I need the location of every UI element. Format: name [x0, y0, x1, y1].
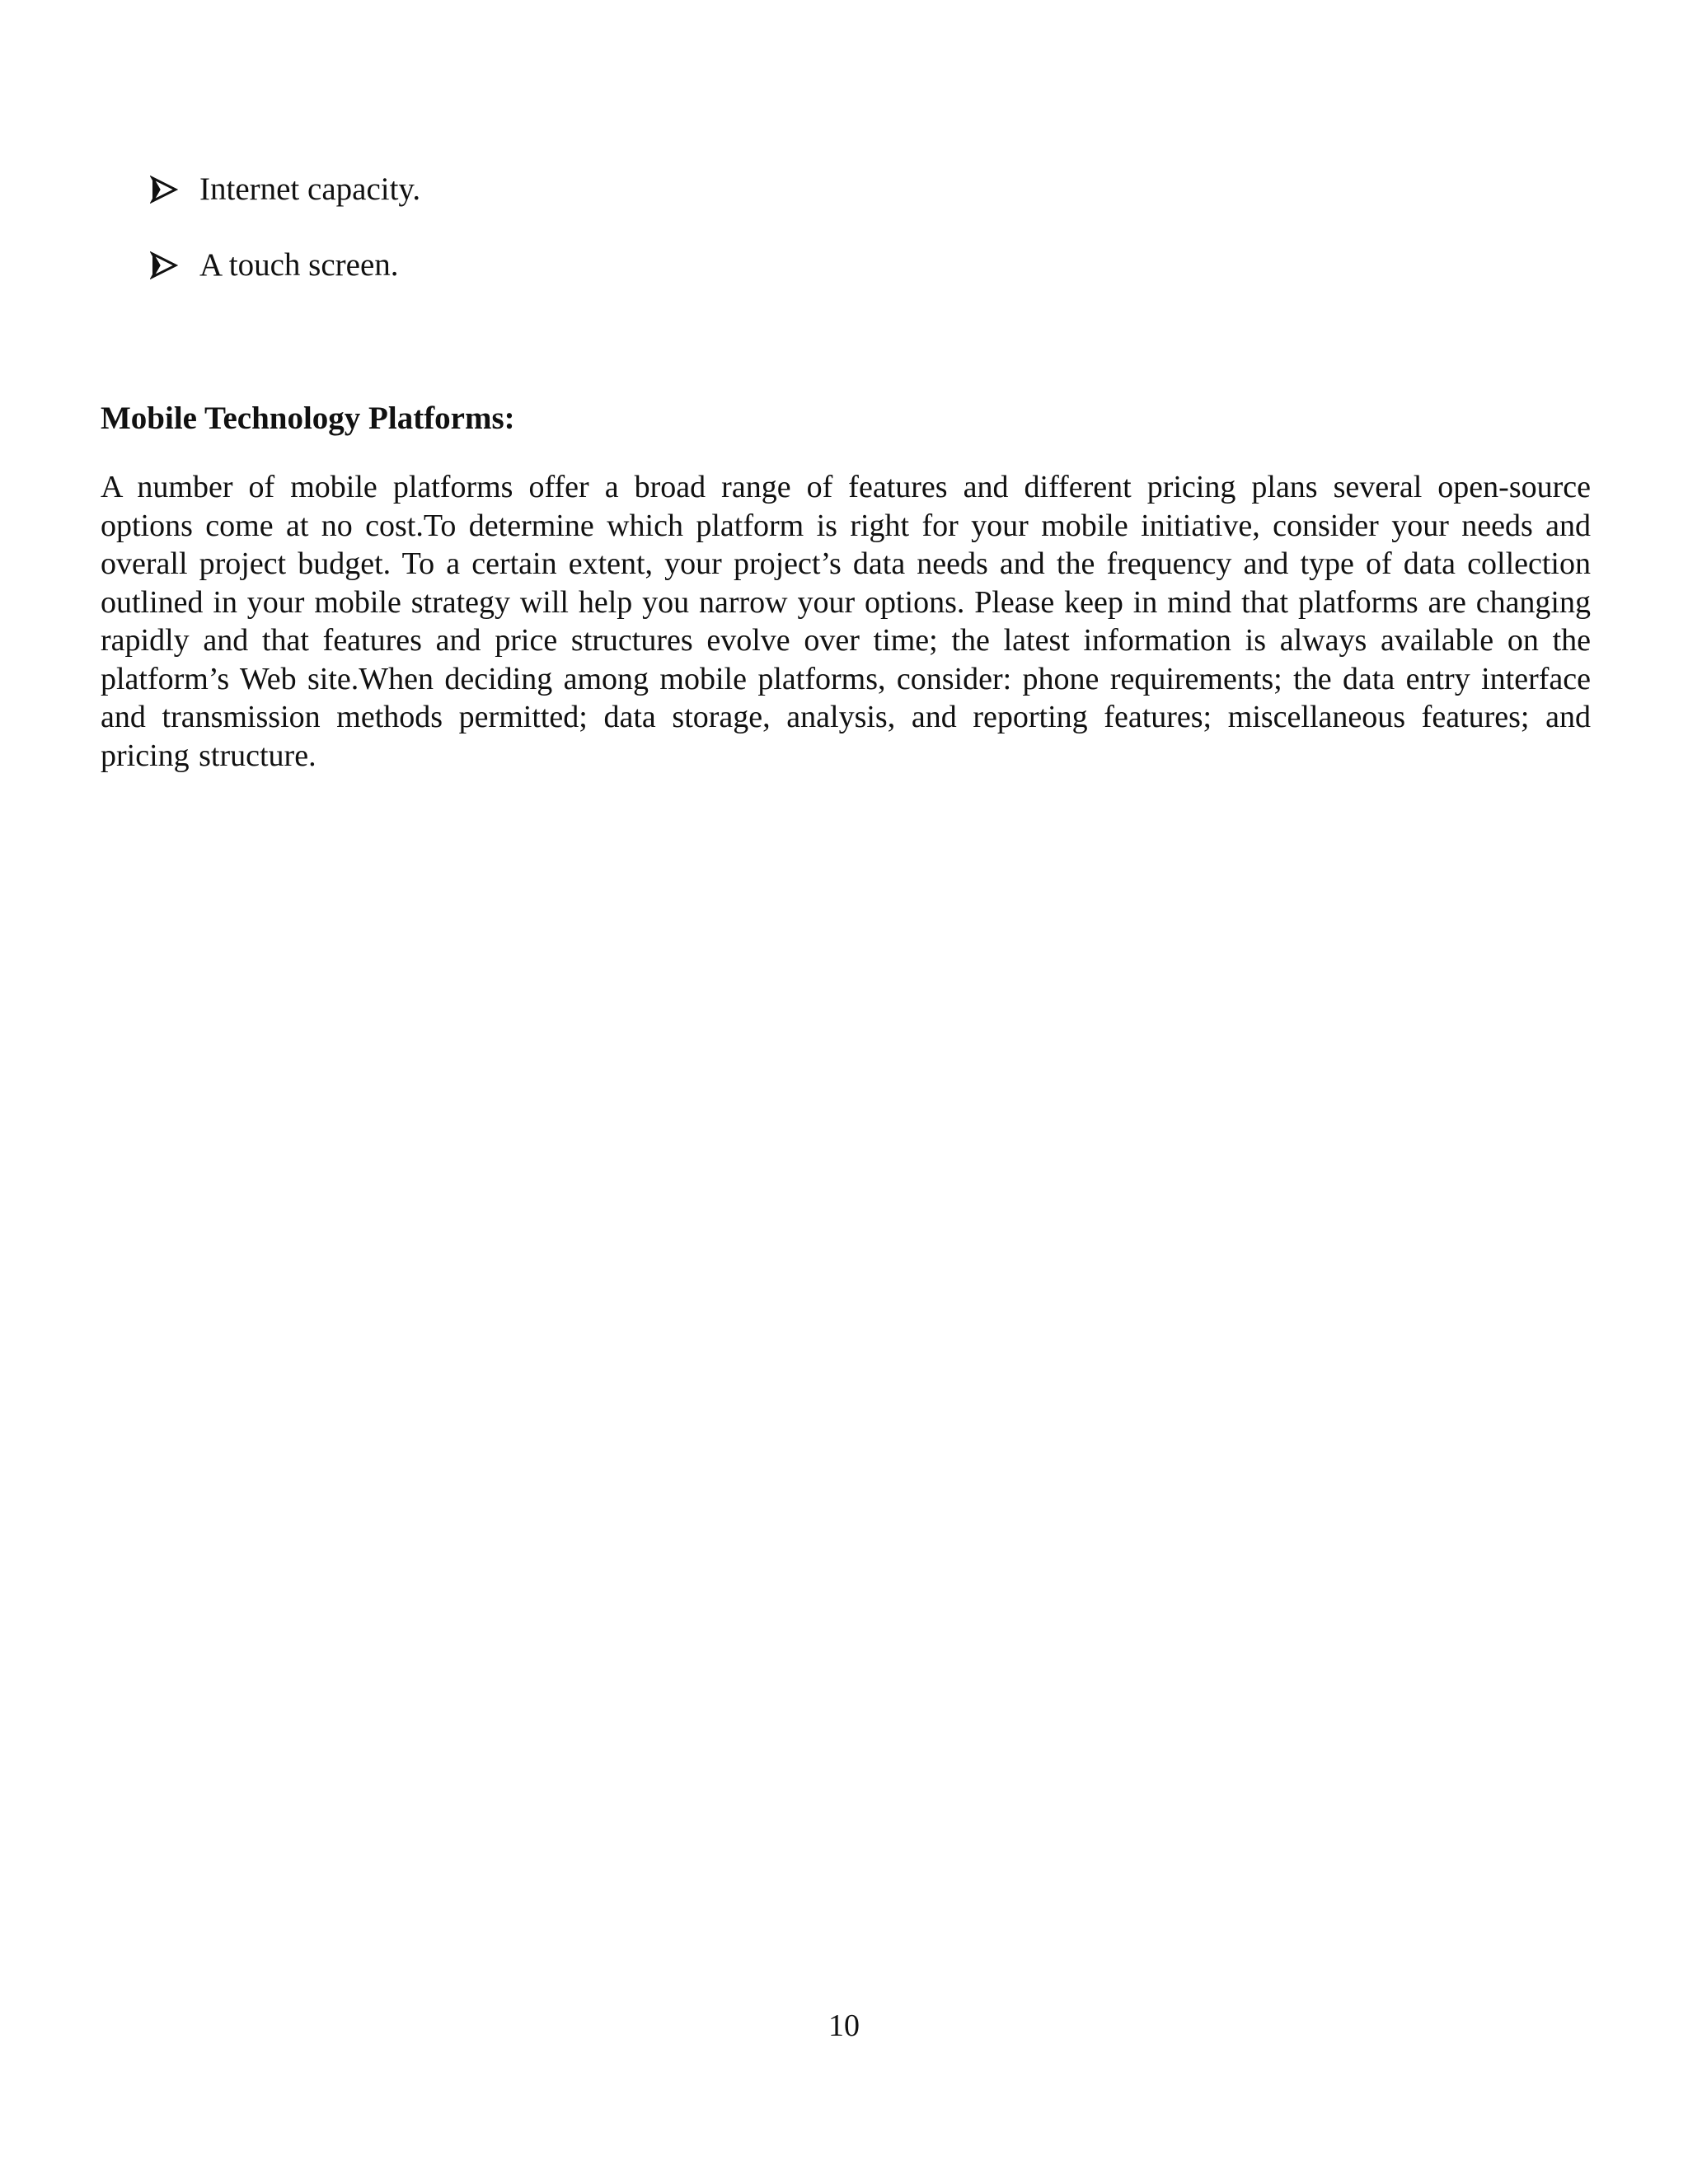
bullet-list	[150, 165, 420, 316]
page-number: 10	[828, 2008, 860, 2043]
arrow-bullet-icon	[150, 176, 178, 204]
bullet-text: Internet capacity.	[199, 171, 421, 207]
section-heading: Mobile Technology Platforms:	[101, 401, 515, 436]
list-item	[150, 165, 420, 214]
bullet-text: A touch screen.	[199, 247, 399, 283]
arrow-bullet-icon	[150, 251, 178, 279]
list-item	[150, 241, 420, 290]
body-paragraph: A number of mobile platforms offer a broad range of features and different pricing plans several open-source options come at no cost.To determine which platform is right for your mobile initiative, consider your needs and overall project budget. To a certain extent, your project’s data needs and the frequency and type of data collection outlined in your mobile strategy will help you narrow your options. Please keep in mind that platforms are changing rapidly and that features and price structures evolve over time; the latest information is always available on the platform’s Web site.When deciding among mobile platforms, consider: phone requirements; the data entry interface and transmission methods permitted; data storage, analysis, and reporting features; miscellaneous features; and pricing structure.	[101, 470, 1591, 773]
